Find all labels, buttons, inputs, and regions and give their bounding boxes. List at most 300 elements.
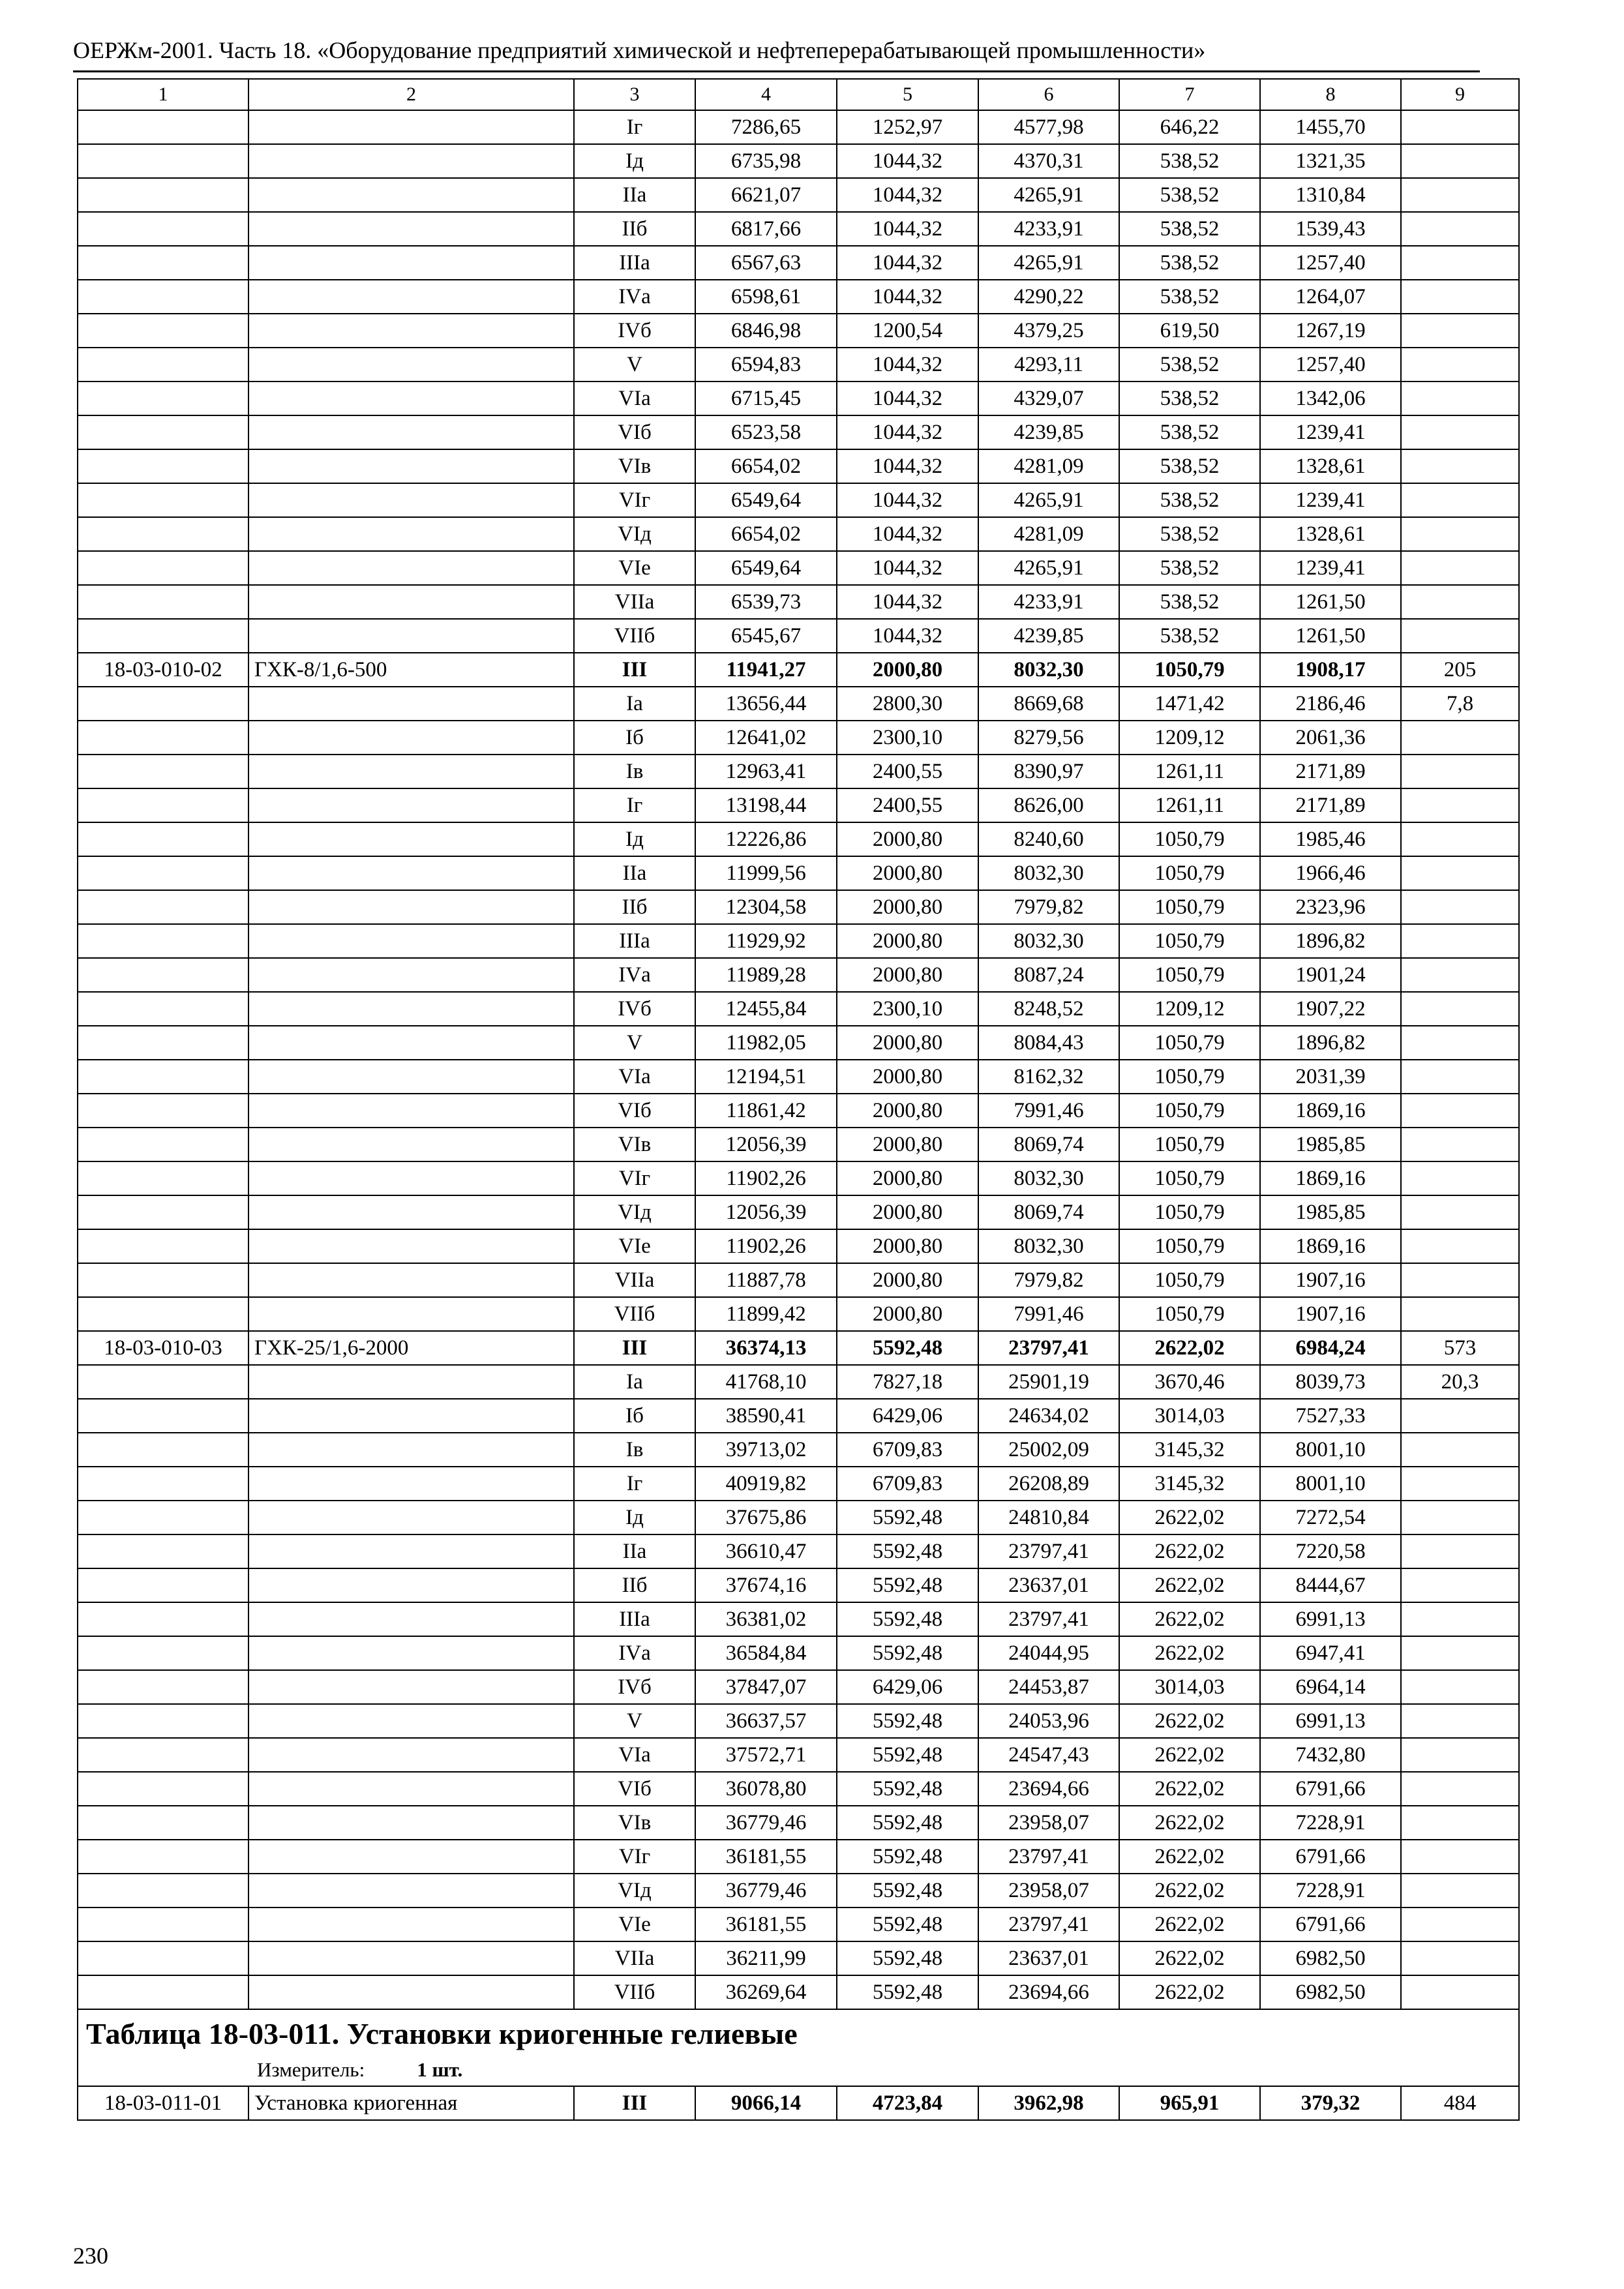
class-cell: IIа <box>574 178 695 212</box>
note-cell <box>1401 348 1519 382</box>
class-cell: Iд <box>574 1501 695 1534</box>
item-name-cell <box>248 1399 574 1433</box>
column-number: 8 <box>1260 79 1401 110</box>
value-cell: 36637,57 <box>695 1704 837 1738</box>
value-cell: 379,32 <box>1260 2086 1401 2120</box>
item-name-cell <box>248 992 574 1026</box>
value-cell: 24053,96 <box>978 1704 1119 1738</box>
value-cell: 24453,87 <box>978 1670 1119 1704</box>
item-name-cell <box>248 280 574 314</box>
item-code-cell <box>78 1229 248 1263</box>
class-cell: VIг <box>574 1840 695 1874</box>
table-row <box>78 551 1519 585</box>
section-caption-row <box>78 2009 1519 2086</box>
value-cell: 1869,16 <box>1260 1161 1401 1195</box>
value-cell: 6598,61 <box>695 280 837 314</box>
value-cell: 6594,83 <box>695 348 837 382</box>
value-cell: 26208,89 <box>978 1467 1119 1501</box>
value-cell: 1239,41 <box>1260 483 1401 517</box>
value-cell: 11899,42 <box>695 1297 837 1331</box>
value-cell: 2622,02 <box>1119 1908 1260 1941</box>
item-name-cell <box>248 822 574 856</box>
value-cell: 6715,45 <box>695 382 837 415</box>
note-cell <box>1401 415 1519 449</box>
note-cell: 20,3 <box>1401 1365 1519 1399</box>
value-cell: 3014,03 <box>1119 1399 1260 1433</box>
class-cell: Iг <box>574 110 695 144</box>
value-cell: 1257,40 <box>1260 348 1401 382</box>
value-cell: 6549,64 <box>695 483 837 517</box>
note-cell: 7,8 <box>1401 687 1519 721</box>
value-cell: 3145,32 <box>1119 1433 1260 1467</box>
section-meter <box>86 2056 1511 2086</box>
value-cell: 1044,32 <box>837 449 978 483</box>
value-cell: 8032,30 <box>978 1229 1119 1263</box>
value-cell: 8444,67 <box>1260 1568 1401 1602</box>
item-name-cell <box>248 924 574 958</box>
item-name-cell <box>248 1501 574 1534</box>
value-cell: 2000,80 <box>837 1297 978 1331</box>
value-cell: 5592,48 <box>837 1772 978 1806</box>
class-cell: VIе <box>574 1229 695 1263</box>
value-cell: 2300,10 <box>837 992 978 1026</box>
table-row <box>78 246 1519 280</box>
value-cell: 1896,82 <box>1260 924 1401 958</box>
value-cell: 8032,30 <box>978 924 1119 958</box>
value-cell: 8001,10 <box>1260 1467 1401 1501</box>
value-cell: 4290,22 <box>978 280 1119 314</box>
value-cell: 23958,07 <box>978 1874 1119 1908</box>
item-name-cell <box>248 1704 574 1738</box>
value-cell: 2000,80 <box>837 1060 978 1094</box>
item-code-cell <box>78 1297 248 1331</box>
value-cell: 36181,55 <box>695 1908 837 1941</box>
class-cell: VIа <box>574 1738 695 1772</box>
item-code-cell <box>78 449 248 483</box>
table-row <box>78 144 1519 178</box>
value-cell: 1239,41 <box>1260 551 1401 585</box>
note-cell <box>1401 788 1519 822</box>
value-cell: 5592,48 <box>837 1975 978 2009</box>
value-cell: 7979,82 <box>978 1263 1119 1297</box>
value-cell: 1050,79 <box>1119 1195 1260 1229</box>
value-cell: 8069,74 <box>978 1195 1119 1229</box>
value-cell: 1050,79 <box>1119 856 1260 890</box>
value-cell: 2622,02 <box>1119 1636 1260 1670</box>
note-cell <box>1401 1670 1519 1704</box>
note-cell <box>1401 1128 1519 1161</box>
class-cell: VIв <box>574 1128 695 1161</box>
item-code-cell <box>78 1941 248 1975</box>
value-cell: 7220,58 <box>1260 1534 1401 1568</box>
note-cell <box>1401 1229 1519 1263</box>
value-cell: 2186,46 <box>1260 687 1401 721</box>
value-cell: 2323,96 <box>1260 890 1401 924</box>
item-code-cell <box>78 585 248 619</box>
item-code-cell <box>78 1433 248 1467</box>
item-name-cell <box>248 1094 574 1128</box>
value-cell: 36374,13 <box>695 1331 837 1365</box>
value-cell: 8032,30 <box>978 653 1119 687</box>
value-cell: 37674,16 <box>695 1568 837 1602</box>
value-cell: 24634,02 <box>978 1399 1119 1433</box>
note-cell <box>1401 1094 1519 1128</box>
value-cell: 538,52 <box>1119 144 1260 178</box>
note-cell <box>1401 1704 1519 1738</box>
value-cell: 36779,46 <box>695 1874 837 1908</box>
value-cell: 2300,10 <box>837 721 978 755</box>
item-code-cell <box>78 1060 248 1094</box>
table-row <box>78 314 1519 348</box>
class-cell: Iб <box>574 721 695 755</box>
value-cell: 23797,41 <box>978 1534 1119 1568</box>
class-cell: VIб <box>574 1094 695 1128</box>
value-cell: 39713,02 <box>695 1433 837 1467</box>
value-cell: 2622,02 <box>1119 1840 1260 1874</box>
item-code-cell <box>78 890 248 924</box>
item-code-cell <box>78 1195 248 1229</box>
item-name-cell <box>248 1060 574 1094</box>
item-code-cell <box>78 924 248 958</box>
value-cell: 1044,32 <box>837 585 978 619</box>
note-cell <box>1401 1501 1519 1534</box>
value-cell: 4281,09 <box>978 449 1119 483</box>
column-number: 6 <box>978 79 1119 110</box>
note-cell <box>1401 1840 1519 1874</box>
value-cell: 5592,48 <box>837 1908 978 1941</box>
value-cell: 538,52 <box>1119 517 1260 551</box>
table-row <box>78 1602 1519 1636</box>
value-cell: 1261,11 <box>1119 755 1260 788</box>
value-cell: 1328,61 <box>1260 449 1401 483</box>
item-name-cell <box>248 1738 574 1772</box>
item-code-cell <box>78 280 248 314</box>
value-cell: 2622,02 <box>1119 1772 1260 1806</box>
item-name-cell <box>248 1602 574 1636</box>
value-cell: 1044,32 <box>837 415 978 449</box>
value-cell: 24044,95 <box>978 1636 1119 1670</box>
value-cell: 23797,41 <box>978 1840 1119 1874</box>
value-cell: 1985,85 <box>1260 1128 1401 1161</box>
value-cell: 1050,79 <box>1119 653 1260 687</box>
value-cell: 2400,55 <box>837 755 978 788</box>
value-cell: 2622,02 <box>1119 1874 1260 1908</box>
value-cell: 1907,22 <box>1260 992 1401 1026</box>
value-cell: 1257,40 <box>1260 246 1401 280</box>
value-cell: 11902,26 <box>695 1161 837 1195</box>
table-row <box>78 755 1519 788</box>
value-cell: 4370,31 <box>978 144 1119 178</box>
table-row <box>78 483 1519 517</box>
class-cell: VIа <box>574 1060 695 1094</box>
item-name-cell <box>248 619 574 653</box>
note-cell <box>1401 1161 1519 1195</box>
class-cell: VIIб <box>574 1975 695 2009</box>
value-cell: 8084,43 <box>978 1026 1119 1060</box>
value-cell: 538,52 <box>1119 280 1260 314</box>
column-number: 2 <box>248 79 574 110</box>
class-cell: V <box>574 1026 695 1060</box>
value-cell: 6523,58 <box>695 415 837 449</box>
value-cell: 1044,32 <box>837 517 978 551</box>
table-row <box>78 1840 1519 1874</box>
item-code-cell <box>78 1874 248 1908</box>
class-cell: V <box>574 348 695 382</box>
item-name-cell <box>248 1908 574 1941</box>
value-cell: 8669,68 <box>978 687 1119 721</box>
item-name-cell <box>248 517 574 551</box>
class-cell: III <box>574 2086 695 2120</box>
item-name-cell <box>248 1026 574 1060</box>
value-cell: 3670,46 <box>1119 1365 1260 1399</box>
value-cell: 1044,32 <box>837 212 978 246</box>
item-name-cell <box>248 246 574 280</box>
item-code-cell <box>78 110 248 144</box>
class-cell: Iг <box>574 1467 695 1501</box>
value-cell: 36269,64 <box>695 1975 837 2009</box>
item-code-cell <box>78 1534 248 1568</box>
value-cell: 37675,86 <box>695 1501 837 1534</box>
value-cell: 6791,66 <box>1260 1840 1401 1874</box>
column-numbers-row <box>78 79 1519 110</box>
item-name-cell <box>248 449 574 483</box>
value-cell: 2622,02 <box>1119 1568 1260 1602</box>
note-cell <box>1401 619 1519 653</box>
note-cell <box>1401 1975 1519 2009</box>
value-cell: 6709,83 <box>837 1433 978 1467</box>
note-cell <box>1401 1908 1519 1941</box>
value-cell: 1908,17 <box>1260 653 1401 687</box>
value-cell: 13198,44 <box>695 788 837 822</box>
value-cell: 2000,80 <box>837 1161 978 1195</box>
item-code-cell: 18-03-011-01 <box>78 2086 248 2120</box>
meter-label: Измеритель: <box>257 2058 365 2081</box>
value-cell: 12455,84 <box>695 992 837 1026</box>
value-cell: 7432,80 <box>1260 1738 1401 1772</box>
item-code-cell <box>78 822 248 856</box>
item-name-cell <box>248 212 574 246</box>
value-cell: 538,52 <box>1119 449 1260 483</box>
value-cell: 1044,32 <box>837 551 978 585</box>
table-row <box>78 1229 1519 1263</box>
value-cell: 9066,14 <box>695 2086 837 2120</box>
value-cell: 6817,66 <box>695 212 837 246</box>
value-cell: 12056,39 <box>695 1128 837 1161</box>
table-row <box>78 890 1519 924</box>
table-row <box>78 415 1519 449</box>
note-cell <box>1401 585 1519 619</box>
class-cell: VIIб <box>574 1297 695 1331</box>
note-cell <box>1401 483 1519 517</box>
value-cell: 6654,02 <box>695 517 837 551</box>
value-cell: 1044,32 <box>837 382 978 415</box>
value-cell: 8240,60 <box>978 822 1119 856</box>
value-cell: 2800,30 <box>837 687 978 721</box>
value-cell: 1044,32 <box>837 178 978 212</box>
column-number: 4 <box>695 79 837 110</box>
item-name-cell <box>248 1467 574 1501</box>
item-code-cell <box>78 1602 248 1636</box>
value-cell: 3014,03 <box>1119 1670 1260 1704</box>
value-cell: 8162,32 <box>978 1060 1119 1094</box>
value-cell: 23637,01 <box>978 1568 1119 1602</box>
value-cell: 23637,01 <box>978 1941 1119 1975</box>
page-number: 230 <box>73 2243 108 2269</box>
note-cell <box>1401 822 1519 856</box>
value-cell: 1907,16 <box>1260 1263 1401 1297</box>
value-cell: 1200,54 <box>837 314 978 348</box>
value-cell: 8039,73 <box>1260 1365 1401 1399</box>
value-cell: 36584,84 <box>695 1636 837 1670</box>
class-cell: IVа <box>574 1636 695 1670</box>
value-cell: 538,52 <box>1119 585 1260 619</box>
item-code-cell <box>78 1467 248 1501</box>
table-row <box>78 212 1519 246</box>
value-cell: 2622,02 <box>1119 1534 1260 1568</box>
value-cell: 8248,52 <box>978 992 1119 1026</box>
value-cell: 11982,05 <box>695 1026 837 1060</box>
item-code-cell <box>78 1568 248 1602</box>
table-row <box>78 280 1519 314</box>
class-cell: VIб <box>574 415 695 449</box>
item-code-cell: 18-03-010-03 <box>78 1331 248 1365</box>
value-cell: 25901,19 <box>978 1365 1119 1399</box>
value-cell: 5592,48 <box>837 1568 978 1602</box>
column-number: 5 <box>837 79 978 110</box>
value-cell: 1264,07 <box>1260 280 1401 314</box>
item-name-cell <box>248 1874 574 1908</box>
value-cell: 2000,80 <box>837 924 978 958</box>
value-cell: 36078,80 <box>695 1772 837 1806</box>
value-cell: 5592,48 <box>837 1704 978 1738</box>
item-code-cell <box>78 1365 248 1399</box>
item-code-cell <box>78 1670 248 1704</box>
class-cell: VIIа <box>574 585 695 619</box>
meter-value: 1 шт. <box>417 2058 463 2081</box>
item-name-cell <box>248 788 574 822</box>
value-cell: 2622,02 <box>1119 1602 1260 1636</box>
value-cell: 5592,48 <box>837 1501 978 1534</box>
value-cell: 6549,64 <box>695 551 837 585</box>
value-cell: 3145,32 <box>1119 1467 1260 1501</box>
value-cell: 538,52 <box>1119 246 1260 280</box>
value-cell: 619,50 <box>1119 314 1260 348</box>
value-cell: 5592,48 <box>837 1941 978 1975</box>
value-cell: 11902,26 <box>695 1229 837 1263</box>
column-number: 7 <box>1119 79 1260 110</box>
value-cell: 12056,39 <box>695 1195 837 1229</box>
value-cell: 1869,16 <box>1260 1229 1401 1263</box>
class-cell: VIе <box>574 551 695 585</box>
item-name-cell: Установка криогенная <box>248 2086 574 2120</box>
class-cell: VIIа <box>574 1263 695 1297</box>
value-cell: 1044,32 <box>837 348 978 382</box>
class-cell: IVа <box>574 958 695 992</box>
item-code-cell <box>78 1399 248 1433</box>
value-cell: 5592,48 <box>837 1738 978 1772</box>
item-name-cell <box>248 1297 574 1331</box>
value-cell: 6621,07 <box>695 178 837 212</box>
value-cell: 4293,11 <box>978 348 1119 382</box>
item-code-cell <box>78 212 248 246</box>
item-name-cell <box>248 1840 574 1874</box>
value-cell: 538,52 <box>1119 178 1260 212</box>
value-cell: 6947,41 <box>1260 1636 1401 1670</box>
item-code-cell <box>78 551 248 585</box>
item-name-cell <box>248 755 574 788</box>
value-cell: 2031,39 <box>1260 1060 1401 1094</box>
value-cell: 12194,51 <box>695 1060 837 1094</box>
value-cell: 1044,32 <box>837 144 978 178</box>
item-name-cell <box>248 890 574 924</box>
value-cell: 4723,84 <box>837 2086 978 2120</box>
item-name-cell <box>248 551 574 585</box>
value-cell: 23797,41 <box>978 1908 1119 1941</box>
note-cell <box>1401 1195 1519 1229</box>
table-row <box>78 517 1519 551</box>
value-cell: 5592,48 <box>837 1331 978 1365</box>
section-title: Таблица 18-03-011. Установки криогенные гелиевые <box>86 2017 798 2050</box>
note-cell <box>1401 517 1519 551</box>
item-code-cell <box>78 1704 248 1738</box>
note-cell <box>1401 1263 1519 1297</box>
note-cell <box>1401 178 1519 212</box>
table-row <box>78 382 1519 415</box>
value-cell: 538,52 <box>1119 415 1260 449</box>
class-cell: Iа <box>574 1365 695 1399</box>
note-cell <box>1401 449 1519 483</box>
value-cell: 4329,07 <box>978 382 1119 415</box>
value-cell: 1896,82 <box>1260 1026 1401 1060</box>
class-cell: IIа <box>574 856 695 890</box>
value-cell: 4233,91 <box>978 212 1119 246</box>
item-name-cell <box>248 1568 574 1602</box>
note-cell <box>1401 1568 1519 1602</box>
table-row <box>78 1772 1519 1806</box>
value-cell: 7527,33 <box>1260 1399 1401 1433</box>
value-cell: 1044,32 <box>837 619 978 653</box>
table-row <box>78 1874 1519 1908</box>
note-cell <box>1401 314 1519 348</box>
item-name-cell <box>248 585 574 619</box>
class-cell: III <box>574 653 695 687</box>
item-name-cell <box>248 1636 574 1670</box>
value-cell: 1907,16 <box>1260 1297 1401 1331</box>
item-name-cell <box>248 1806 574 1840</box>
value-cell: 4281,09 <box>978 517 1119 551</box>
value-cell: 6545,67 <box>695 619 837 653</box>
value-cell: 1310,84 <box>1260 178 1401 212</box>
value-cell: 1985,85 <box>1260 1195 1401 1229</box>
value-cell: 7272,54 <box>1260 1501 1401 1534</box>
value-cell: 6429,06 <box>837 1399 978 1433</box>
item-name-cell: ГХК-8/1,6-500 <box>248 653 574 687</box>
table-row <box>78 856 1519 890</box>
item-code-cell <box>78 687 248 721</box>
table-row <box>78 1908 1519 1941</box>
value-cell: 1050,79 <box>1119 924 1260 958</box>
note-cell <box>1401 1941 1519 1975</box>
value-cell: 7979,82 <box>978 890 1119 924</box>
value-cell: 36181,55 <box>695 1840 837 1874</box>
table-row <box>78 1094 1519 1128</box>
note-cell <box>1401 1636 1519 1670</box>
value-cell: 8626,00 <box>978 788 1119 822</box>
note-cell <box>1401 1060 1519 1094</box>
note-cell <box>1401 856 1519 890</box>
class-cell: Iв <box>574 1433 695 1467</box>
value-cell: 4379,25 <box>978 314 1119 348</box>
